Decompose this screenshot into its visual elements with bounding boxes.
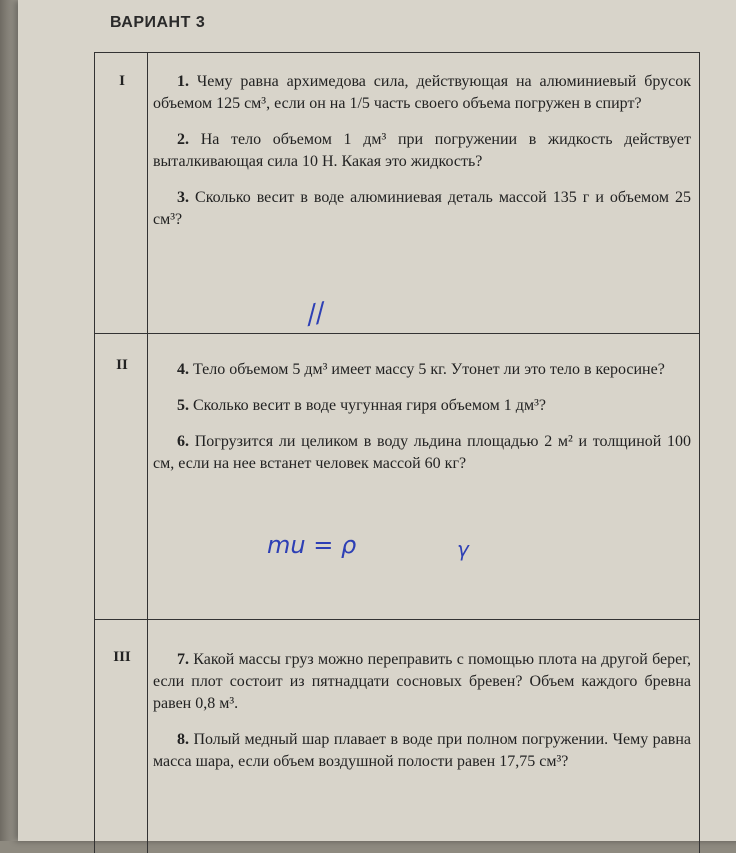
task-text: Погрузится ли целиком в воду льдина площадью 2 м² и толщиной 100 см, если на нее встанет человек массой 60 кг?: [153, 433, 692, 472]
task-number: 1.: [177, 73, 189, 90]
section-label-1: I: [119, 73, 125, 89]
task-text: Полый медный шар плавает в воде при полном погружении. Чему равна масса шара, если объем воздушной полости равен 17,75 см³?: [153, 731, 691, 770]
task-text: Сколько весит в воде чугунная гиря объемом 1 дм³?: [193, 397, 546, 414]
task-number: 4.: [177, 361, 189, 378]
task-text: Сколько весит в воде алюминиевая деталь массой 135 г и объемом 25 см³?: [153, 189, 692, 228]
task-text: На тело объемом 1 дм³ при погружении в жидкость действует выталкивающая сила 10 Н. Какая это жидкость?: [153, 131, 692, 170]
section-1-tasks: [153, 71, 691, 245]
section-2-tasks: [153, 359, 691, 489]
column-divider: [147, 53, 148, 853]
row-divider: [95, 333, 699, 334]
handwritten-mark: γ: [457, 537, 469, 561]
handwritten-mark: //: [304, 297, 328, 331]
task-number: 3.: [177, 189, 189, 206]
page-edge: [0, 0, 18, 841]
task-number: 2.: [177, 131, 189, 148]
task-5: [153, 395, 691, 417]
section-label-2: II: [116, 357, 128, 373]
task-text: Чему равна архимедова сила, действующая на алюминиевый брусок объемом 125 см³, если он на 1/5 часть своего объема погружен в спирт?: [153, 73, 692, 112]
task-table: [94, 52, 700, 853]
task-7: [153, 649, 691, 715]
task-1: [153, 71, 691, 115]
task-number: 7.: [177, 651, 189, 668]
task-4: [153, 359, 691, 381]
section-label-3: III: [113, 649, 131, 665]
handwritten-formula: mu = ρ: [267, 531, 357, 559]
row-divider: [95, 619, 699, 620]
task-6: [153, 431, 691, 475]
task-number: 5.: [177, 397, 189, 414]
variant-title: ВАРИАНТ 3: [110, 14, 206, 31]
section-3-tasks: [153, 649, 691, 787]
task-text: Какой массы груз можно переправить с помощью плота на другой берег, если плот состоит из пятнадцати сосновых бревен? Объем каждого бревна равен 0,8 м³.: [153, 651, 691, 712]
task-3: [153, 187, 691, 231]
task-2: [153, 129, 691, 173]
task-text: Тело объемом 5 дм³ имеет массу 5 кг. Утонет ли это тело в керосине?: [193, 361, 665, 378]
task-number: 8.: [177, 731, 189, 748]
task-number: 6.: [177, 433, 189, 450]
task-8: [153, 729, 691, 773]
